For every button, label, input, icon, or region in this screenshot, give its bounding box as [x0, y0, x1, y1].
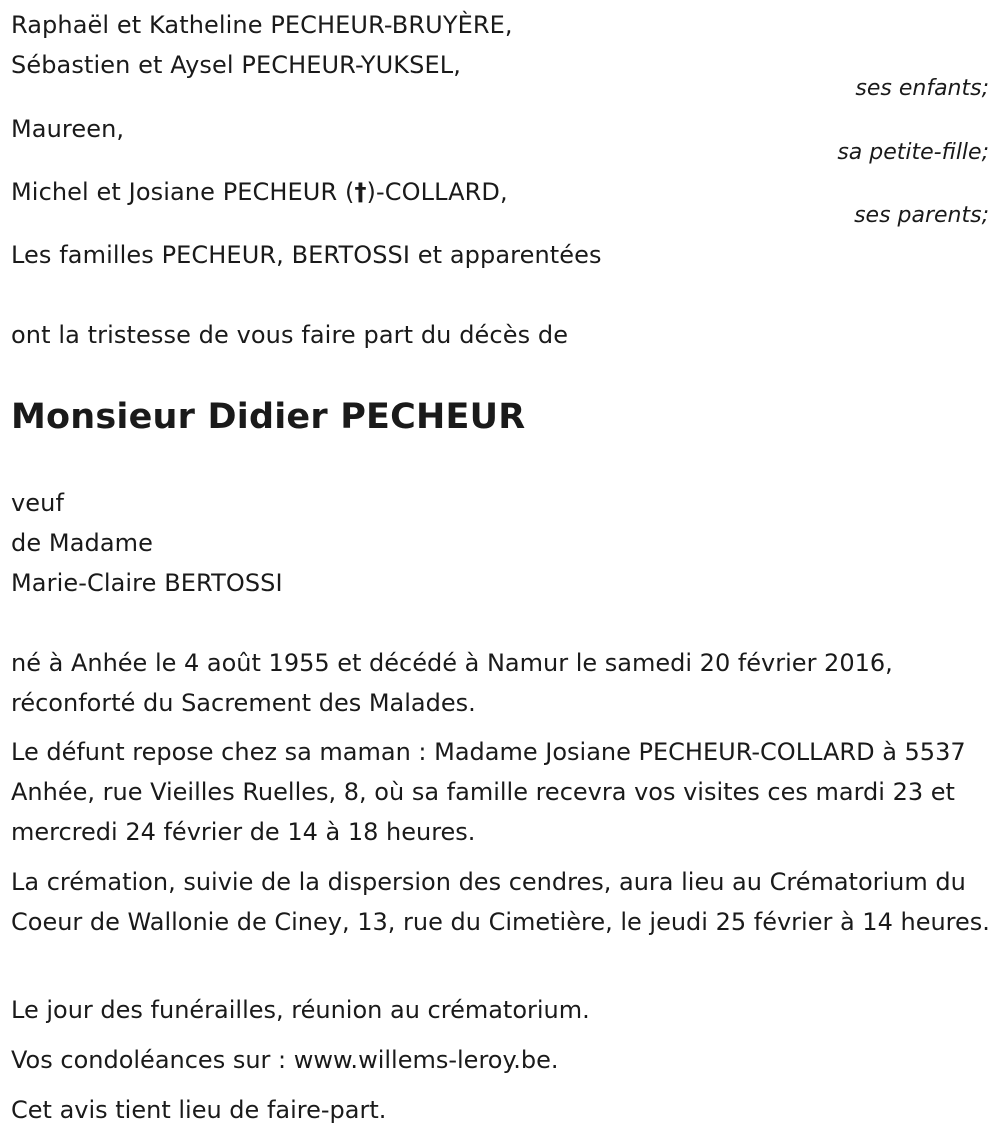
widower-line-1: veuf	[11, 489, 65, 517]
family-line-relatives: Les familles PECHEUR, BERTOSSI et apparentées	[11, 241, 602, 269]
parents-text-before: Michel et Josiane PECHEUR (	[11, 178, 355, 206]
announcement-text: ont la tristesse de vous faire part du décès de	[11, 321, 569, 349]
family-line-children-1: Raphaël et Katheline PECHEUR-BRUYÈRE,	[11, 11, 513, 39]
role-children: ses enfants;	[855, 76, 989, 101]
role-parents: ses parents;	[854, 203, 989, 228]
notice-paragraph: Cet avis tient lieu de faire-part.	[11, 1096, 387, 1124]
cremation-paragraph: La crémation, suivie de la dispersion des cendres, aura lieu au Crématorium du Coeur de Wallonie de Ciney, 13, rue du Cimetière, le jeudi 25 février à 14 heures.	[11, 868, 990, 936]
role-granddaughter: sa petite-fille;	[837, 140, 989, 165]
funeral-gathering-paragraph: Le jour des funérailles, réunion au crématorium.	[11, 996, 590, 1024]
deceased-name: Monsieur Didier PECHEUR	[11, 397, 526, 437]
parents-text-after: )-COLLARD,	[366, 178, 508, 206]
condolences-paragraph: Vos condoléances sur : www.willems-leroy.be.	[11, 1046, 559, 1074]
family-line-granddaughter: Maureen,	[11, 115, 125, 143]
repose-paragraph: Le défunt repose chez sa maman : Madame Josiane PECHEUR-COLLARD à 5537 Anhée, rue Vieilles Ruelles, 8, où sa famille recevra vos visites ces mardi 23 et mercredi 24 février de 14 à 18 heures.	[11, 738, 966, 846]
widower-line-2: de Madame	[11, 529, 154, 557]
obituary-notice	[11, 0, 989, 1145]
family-line-children-2: Sébastien et Aysel PECHEUR-YUKSEL,	[11, 51, 461, 79]
birth-death-paragraph: né à Anhée le 4 août 1955 et décédé à Namur le samedi 20 février 2016, réconforté du Sacrement des Malades.	[11, 649, 893, 717]
family-line-parents	[11, 177, 508, 207]
cross-icon: †	[354, 178, 367, 206]
widower-line-3: Marie-Claire BERTOSSI	[11, 569, 283, 597]
